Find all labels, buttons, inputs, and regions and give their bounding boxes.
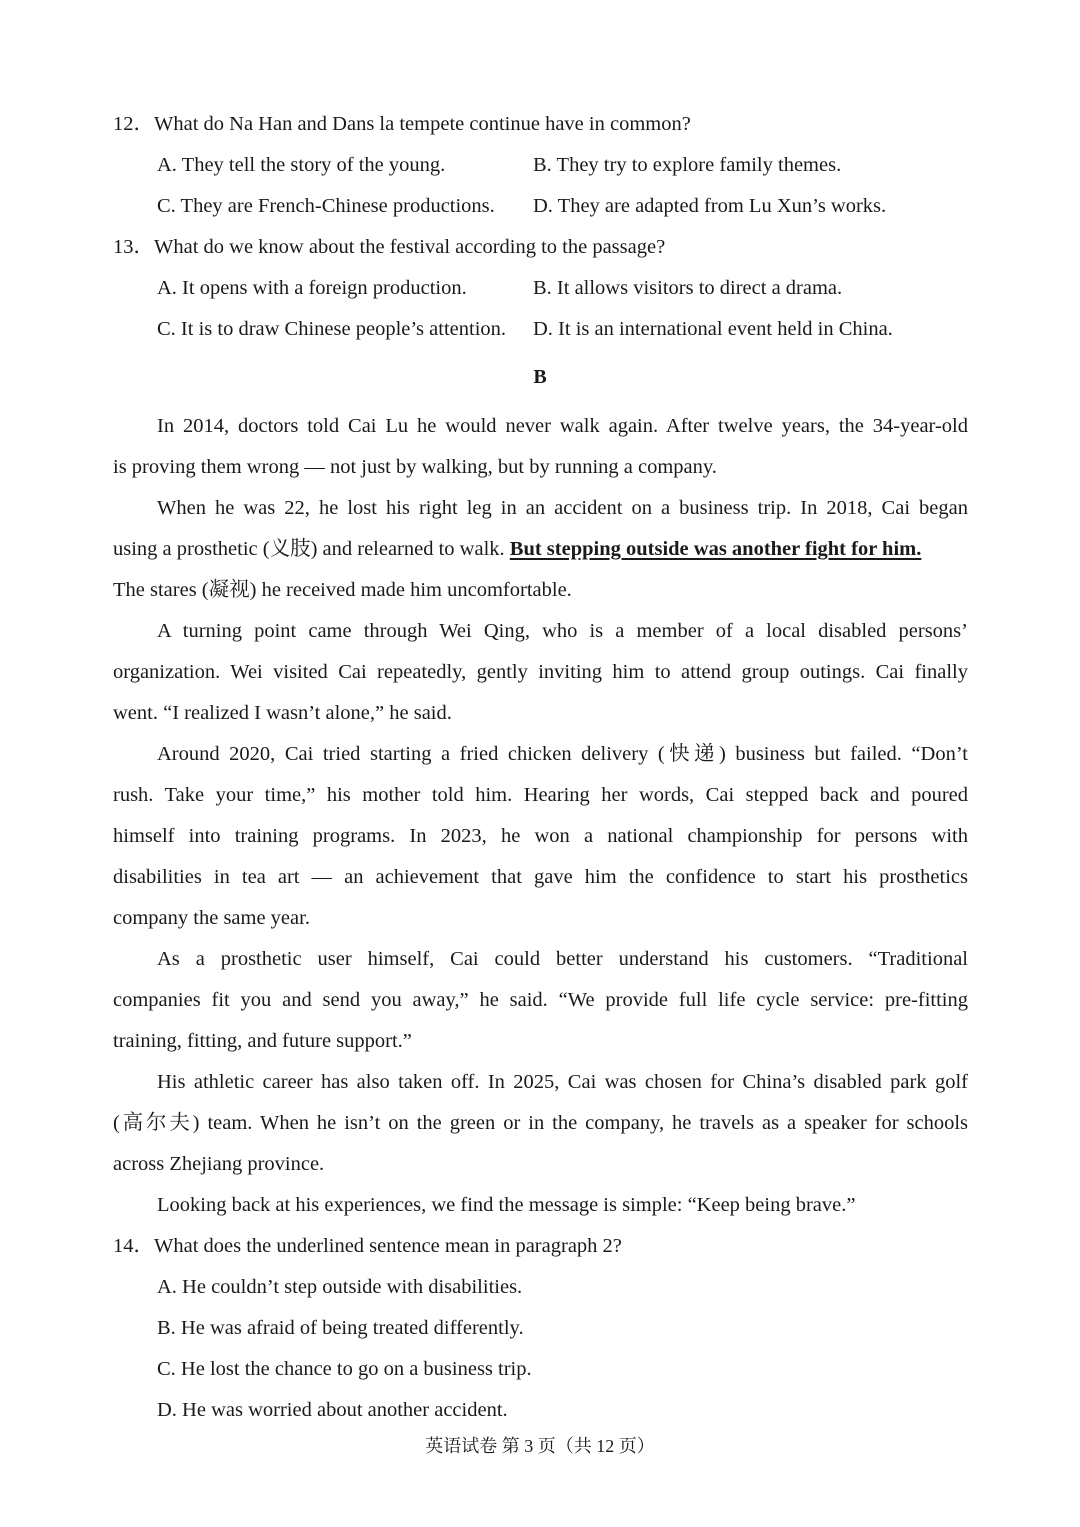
passage-p2-line2 (113, 537, 968, 561)
question-13-stem: 13．What do we know about the festival according to the passage? (113, 236, 666, 258)
passage-p1-line2: is proving them wrong — not just by walking, but by running a company. (113, 456, 717, 478)
underlined-sentence: But stepping outside was another fight for him. (509, 538, 922, 560)
passage-p7-line1: Looking back at his experiences, we find the message is simple: “Keep being brave.” (157, 1194, 856, 1216)
passage-p5-line3: training, fitting, and future support.” (113, 1030, 412, 1052)
question-12-option-a: A. They tell the story of the young. (157, 154, 446, 176)
question-14-option-c: C. He lost the chance to go on a business trip. (157, 1358, 532, 1380)
passage-p6-line3: across Zhejiang province. (113, 1153, 325, 1175)
passage-p4-line2: rush. Take your time,” his mother told him. Hearing her words, Cai stepped back and poured (113, 784, 968, 806)
passage-p4-line1: Around 2020, Cai tried starting a fried chicken delivery (快递) business but failed. “Don’t (157, 743, 968, 765)
question-12-option-d: D. They are adapted from Lu Xun’s works. (533, 195, 887, 217)
passage-p5-line1: As a prosthetic user himself, Cai could better understand his customers. “Traditional (157, 948, 968, 970)
passage-p3-line3: went. “I realized I wasn’t alone,” he said. (113, 702, 452, 724)
passage-p4-line5: company the same year. (113, 907, 310, 929)
page-footer: 英语试卷 第 3 页（共 12 页） (425, 1436, 655, 1456)
passage-p5-line2: companies fit you and send you away,” he said. “We provide full life cycle service: pre-fitting (113, 989, 968, 1011)
passage-p1-line1: In 2014, doctors told Cai Lu he would never walk again. After twelve years, the 34-year-old (157, 415, 968, 437)
passage-p3-line2: organization. Wei visited Cai repeatedly, gently inviting him to attend group outings. Cai finally (113, 661, 968, 683)
question-14-option-b: B. He was afraid of being treated differently. (157, 1317, 524, 1339)
passage-p6-line1: His athletic career has also taken off. In 2025, Cai was chosen for China’s disabled park golf (157, 1071, 968, 1093)
question-12-option-b: B. They try to explore family themes. (533, 154, 842, 176)
passage-p3-line1: A turning point came through Wei Qing, who is a member of a local disabled persons’ (157, 620, 968, 642)
passage-p2-line2-text: using a prosthetic (义肢) and relearned to walk. (113, 538, 510, 560)
question-12-option-c: C. They are French-Chinese productions. (157, 195, 495, 217)
passage-p6-line2: (高尔夫) team. When he isn’t on the green or in the company, he travels as a speaker for schools (113, 1112, 968, 1134)
passage-p2-line1: When he was 22, he lost his right leg in an accident on a business trip. In 2018, Cai began (157, 497, 968, 519)
question-13-option-a: A. It opens with a foreign production. (157, 277, 467, 299)
question-14-option-d: D. He was worried about another accident. (157, 1399, 508, 1421)
passage-p2-line3: The stares (凝视) he received made him uncomfortable. (113, 579, 572, 601)
passage-p4-line4: disabilities in tea art — an achievement that gave him the confidence to start his prosthetics (113, 866, 968, 888)
passage-p4-line3: himself into training programs. In 2023, he won a national championship for persons with (113, 825, 968, 847)
question-13-option-b: B. It allows visitors to direct a drama. (533, 277, 843, 299)
section-title: B (533, 366, 547, 388)
question-14-stem: 14．What does the underlined sentence mean in paragraph 2? (113, 1235, 622, 1257)
question-14-option-a: A. He couldn’t step outside with disabilities. (157, 1276, 523, 1298)
question-12-stem: 12．What do Na Han and Dans la tempete continue have in common? (113, 113, 691, 135)
question-13-option-c: C. It is to draw Chinese people’s attention. (157, 318, 507, 340)
question-13-option-d: D. It is an international event held in China. (533, 318, 893, 340)
